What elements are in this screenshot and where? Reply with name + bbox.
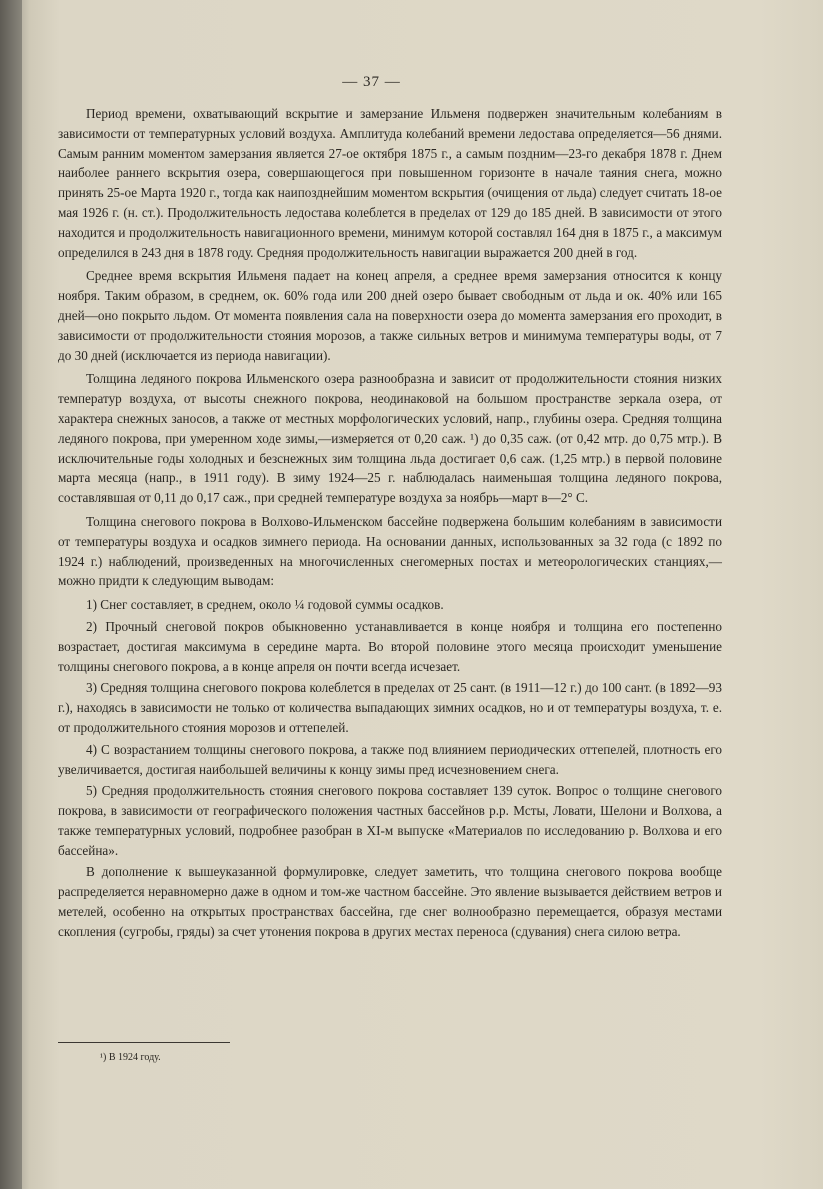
paragraph-ice-period: Период времени, охватывающий вскрытие и замерзание Ильменя подвержен значительным колебаниям в зависимости от температурных условий воздуха. Амплитуда колебаний времени ледостава определяется—56 днями. Самым ранним моментом замерзания является 27-ое октября 1875 г., а самым поздним—23-го декабря 1878 г. Днем наиболее раннего вскрытия озера, совершающегося при повышенном горизонте в начале таяния снега, можно принять 25-ое Марта 1920 г., тогда как наипозднейшим моментом вскрытия (очищения от льда) следует считать 18-ое мая 1926 г. (н. ст.). Продолжительность ледостава колеблется в пределах от 129 до 185 дней. В зависимости от этого находится и продолжительность навигационного времени, минимум которой составлял 164 дня в 1875 г., а максимум определился в 243 дня в 1878 году. Средняя продолжительность навигации выражается 200 дней в год. <box>58 106 722 260</box>
page-number: — 37 — <box>342 74 401 90</box>
list-item-1: 1) Снег составляет, в среднем, около ¼ годовой суммы осадков. <box>86 597 444 613</box>
list-item-4: 4) С возрастанием толщины снегового покрова, а также под влиянием периодических оттепелей, плотность его увеличивается, достигая наибольшей величины к концу зимы пред исчезновением снега. <box>58 741 722 777</box>
paragraph-snow-cover: Толщина снегового покрова в Волхово-Ильменском бассейне подвержена большим колебаниям в зависимости от температуры воздуха и осадков зимнего периода. На основании данных, использованных за 32 года (с 1892 по 1924 г.) наблюдений, произведенных на многочисленных снегомерных постах и метеорологических станциях,—можно придти к следующим выводам: <box>58 513 722 589</box>
list-item-5: 5) Средняя продолжительность стояния снегового покрова составляет 139 суток. Вопрос о толщине снегового покрова, в зависимости от географического положения частных бассейнов р.р. Мсты, Ловати, Шелони и Волхова, а также температурных условий, подробнее разобран в XI-м выпуске «Материалов по исследованию р. Волхова и его бассейна». <box>58 783 722 858</box>
footnote-divider <box>58 1042 230 1043</box>
list-item-2: 2) Прочный снеговой покров обыкновенно устанавливается в конце ноября и толщина его постепенно возрастает, достигая максимума в середине марта. Во второй половине этого месяца происходит уменьшение толщины снегового покрова, а в конце апреля он почти всегда исчезает. <box>58 618 722 674</box>
list-item-3: 3) Средняя толщина снегового покрова колеблется в пределах от 25 сант. (в 1911—12 г.) до 100 сант. (в 1892—93 г.), находясь в зависимости не только от количества выпадающих зимних осадков, но и от температуры воздуха, т. е. от продолжительного стояния морозов и оттепелей. <box>58 680 722 735</box>
paragraph-ice-thickness: Толщина ледяного покрова Ильменского озера разнообразна и зависит от продолжительности стояния низких температур воздуха, от высоты снежного покрова, неодинаковой на большом пространстве зеркала озера, от характера снежных заносов, а также от местных морфологических условий, напр., глубины озера. Средняя толщина ледяного покрова, при умеренном ходе зимы,—измеряется от 0,20 саж. ¹) до 0,35 саж. (от 0,42 мтр. до 0,75 мтр.). В исключительные годы холодных и безснежных зим толщина льда достигает 0,6 саж. (1,25 мтр.) в первой половине марта месяца (напр., в 1911 году). В зиму 1924—25 г. наблюдалась наименьшая толщина ледяного покрова, составлявшая от 0,11 до 0,17 саж., при средней температуре воздуха за ноябрь—март в—2° С. <box>58 371 722 506</box>
footnote: ¹) В 1924 году. <box>100 1052 161 1063</box>
paragraph-average-opening: Среднее время вскрытия Ильменя падает на конец апреля, а среднее время замерзания относится к концу ноября. Таким образом, в среднем, ок. 60% года или 200 дней озеро бывает свободным от льда и ок. 40% или 165 дней—оно покрыто льдом. От момента появления сала на поверхности озера до момента замерзания его проходит, в зависимости от продолжительности стояния морозов, а также сильных ветров и минимума температуры воды, от 7 до 30 дней (исключается из периода навигации). <box>58 268 722 363</box>
book-spine-shadow <box>0 0 22 1189</box>
body-text <box>58 104 722 946</box>
paragraph-addendum: В дополнение к вышеуказанной формулировке, следует заметить, что толщина снегового покрова вообще распределяется неравномерно даже в одном и том-же частном бассейне. Это явление вызывается действием ветров и метелей, особенно на открытых пространствах бассейна, где снег волнообразно перемещается, образуя местами скопления (сугробы, гряды) за счет утонения покрова в других местах переноса (сдувания) снега силою ветра. <box>58 864 722 939</box>
